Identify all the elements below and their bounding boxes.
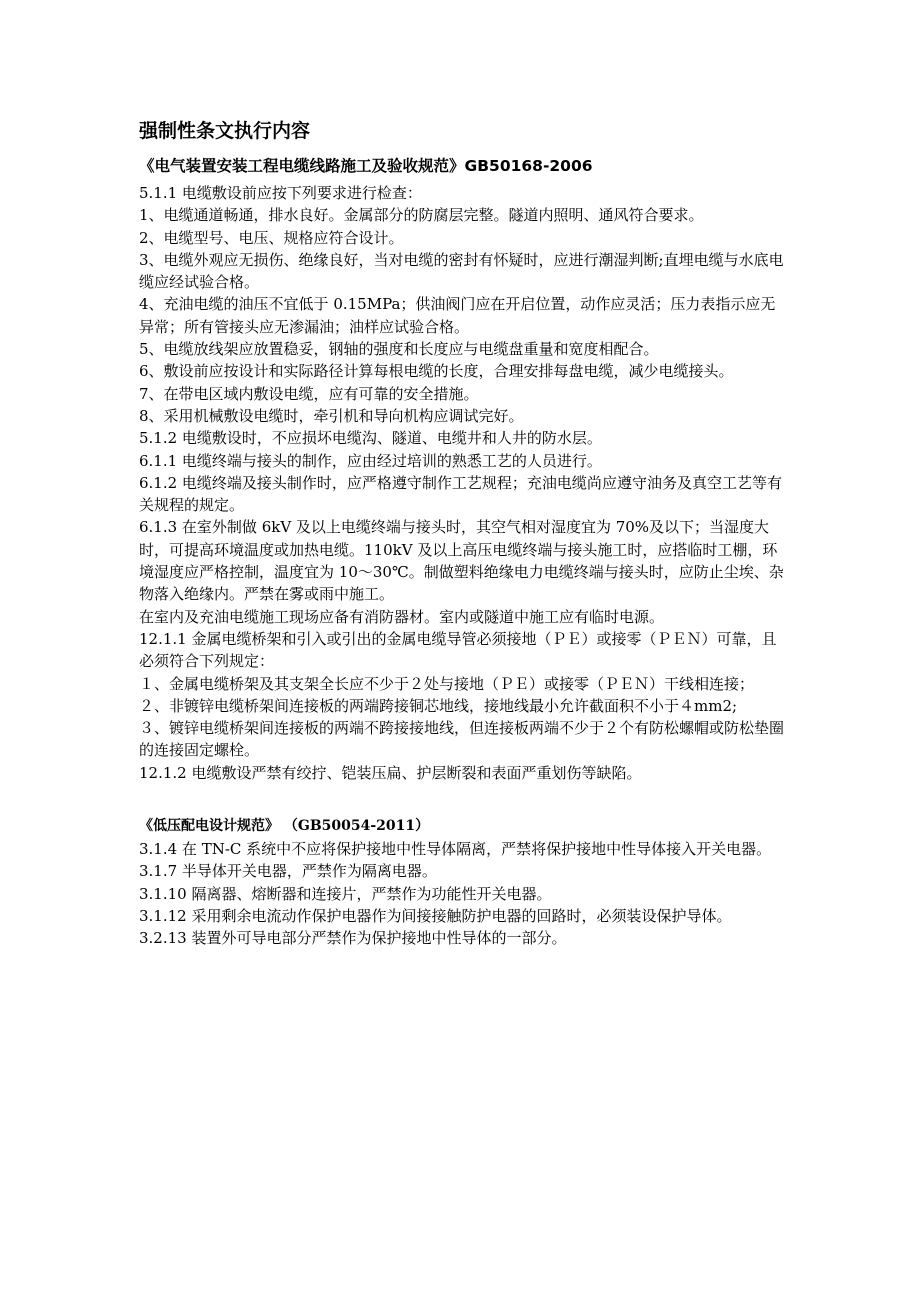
clause-item-7: 7、在带电区域内敷设电缆，应有可靠的安全措施。: [139, 384, 479, 403]
section-heading-gb50054: 《低压配电设计规范》 （GB50054-2011）: [139, 818, 430, 835]
clause-5-1-2: 5.1.2 电缆敷设时，不应损坏电缆沟、隧道、电缆井和人井的防水层。: [139, 429, 602, 448]
clause-6-1-2: 6.1.2 电缆终端及接头制作时，应严格遵守制作工艺规程；充油电缆尚应遵守油务及真空工艺等有关规程的规定。: [139, 473, 782, 515]
clause-3-2-13: 3.2.13 装置外可导电部分严禁作为保护接地中性导体的一部分。: [139, 929, 567, 948]
clause-3-1-7: 3.1.7 半导体开关电器，严禁作为隔离电器。: [139, 862, 437, 881]
clause-6-1-3: 6.1.3 在室外制做 6kV 及以上电缆终端与接头时，其空气相对湿度宜为 70%及以下；当湿度大时，可提高环境温度或加热电缆。110kV 及以上高压电缆终端与接头施工时，应搭临时工棚，环境湿度应严格控制，温度宜为 10～30℃。制做塑料绝缘电力电缆终端与接头时，应防止尘埃、杂物落入绝缘内。严禁在雾或雨中施工。: [139, 518, 784, 604]
section-gb50054: [139, 814, 789, 949]
clause-6-1-1: 6.1.1 电缆终端与接头的制作，应由经过培训的熟悉工艺的人员进行。: [139, 451, 602, 470]
clause-fire-equipment: 在室内及充油电缆施工现场应备有消防器材。室内或隧道中施工应有临时电源。: [139, 607, 665, 626]
clause-item-8: 8、采用机械敷设电缆时，牵引机和导向机构应调试完好。: [139, 406, 524, 425]
clause-12-1-1: 12.1.1 金属电缆桥架和引入或引出的金属电缆导管必须接地（ＰＥ）或接零（ＰＥＮ）可靠，且必须符合下列规定：: [139, 629, 777, 671]
clause-item-6: 6、敷设前应按设计和实际路径计算每根电缆的长度，合理安排每盘电缆，减少电缆接头。: [139, 362, 734, 381]
clause-3-1-12: 3.1.12 采用剩余电流动作保护电器作为间接接触防护电器的回路时，必须装设保护导体。: [139, 906, 732, 925]
clause-12-1-1-item-1: １、金属电缆桥架及其支架全长应不少于２处与接地（ＰＥ）或接零（ＰＥＮ）干线相连接；: [139, 674, 755, 693]
clause-item-3: 3、电缆外观应无损伤、绝缘良好，当对电缆的密封有怀疑时，应进行潮湿判断;直埋电缆与水底电缆应经试验合格。: [139, 250, 784, 292]
clause-12-1-2: 12.1.2 电缆敷设严禁有绞拧、铠装压扁、护层断裂和表面严重划伤等缺陷。: [139, 763, 642, 782]
document-title: 强制性条文执行内容: [139, 120, 311, 142]
clause-3-1-10: 3.1.10 隔离器、熔断器和连接片，严禁作为功能性开关电器。: [139, 884, 552, 903]
clause-12-1-1-item-2: ２、非镀锌电缆桥架间连接板的两端跨接铜芯地线，接地线最小允许截面积不小于４mm2;: [139, 696, 738, 715]
document-page: [139, 118, 789, 950]
clause-item-2: 2、电缆型号、电压、规格应符合设计。: [139, 228, 404, 247]
clause-12-1-1-item-3: ３、镀锌电缆桥架间连接板的两端不跨接接地线，但连接板两端不少于２个有防松螺帽或防松垫圈的连接固定螺栓。: [139, 719, 785, 760]
clause-5-1-1: 5.1.1 电缆敷设前应按下列要求进行检查：: [139, 184, 422, 202]
section-gb50168: [139, 154, 789, 784]
section-heading-gb50168: 《电气装置安装工程电缆线路施工及验收规范》GB50168-2006: [139, 157, 593, 175]
clause-item-4: 4、充油电缆的油压不宜低于 0.15MPa；供油阀门应在开启位置，动作应灵活；压力表指示应无异常；所有管接头应无渗漏油；油样应试验合格。: [139, 295, 776, 336]
clause-3-1-4: 3.1.4 在 TN-C 系统中不应将保护接地中性导体隔离，严禁将保护接地中性导体接入开关电器。: [139, 840, 772, 859]
clause-item-1: 1、电缆通道畅通，排水良好。金属部分的防腐层完整。隧道内照明、通风符合要求。: [139, 206, 704, 225]
clause-item-5: 5、电缆放线架应放置稳妥，钢轴的强度和长度应与电缆盘重量和宽度相配合。: [139, 340, 659, 359]
